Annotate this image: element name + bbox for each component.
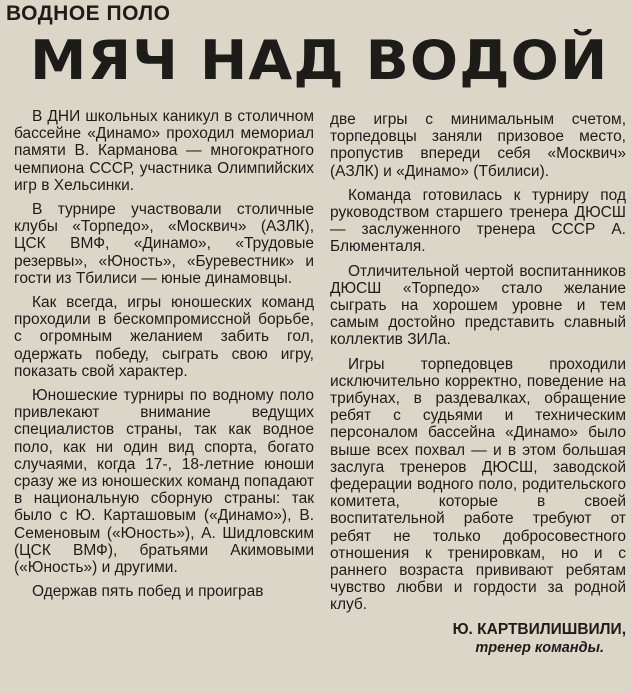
article-paragraph: Команда готовилась к турниру под руководством старшего тренера ДЮСШ — заслуженного тренера СССР А. Блюменталя. — [330, 186, 626, 256]
article-paragraph: В турнире участвовали столичные клубы «Торпедо», «Москвич» (АЗЛК), ЦСК ВМФ, «Динамо», «Трудовые резервы», «Юность», «Буревестник» и гости из Тбилиси — юные динамовцы. — [14, 201, 314, 287]
article-paragraph: Юношеские турниры по водному поло привлекают внимание ведущих специалистов страны, так как водное поло, как ни один вид спорта, богато случаями, когда 17-, 18-летние юноши сразу же из юношеских команд попадают в национальную сборную страны: так было с Ю. Карташовым («Динамо»), В. Семеновым («Юность»), А. Шидловским (ЦСК ВМФ), братьями Акимовыми («Юность») и другими. — [14, 387, 314, 577]
author-role: тренер команды. — [475, 639, 604, 656]
article-paragraph: Отличительной чертой воспитанников ДЮСШ «Торпедо» стало желание сыграть на хорошем уровне и тем самым достойно представить славный коллектив ЗИЛа. — [330, 262, 626, 349]
article-paragraph: Игры торпедовцев проходили исключительно корректно, поведение на трибунах, в раздевалках, обращение ребят с судьями и техническим персоналом бассейна «Динамо» было выше всех похвал — и в этом большая заслуга тренеров ДЮСШ, заводской федерации водного поло, родительского комитета, которые в своей воспитательной работе требуют от ребят не только добросовестного отношения к тренировкам, но и с раннего возраста прививают ребятам чувство любви и гордости за родной клуб. — [330, 355, 626, 614]
article-headline: МЯЧ НАД ВОДОЙ — [30, 29, 609, 92]
section-kicker: ВОДНОЕ ПОЛО — [6, 2, 171, 25]
article-paragraph: Как всегда, игры юношеских команд проходили в бескомпромиссной борьбе, с огромным желанием забить гол, одержать победу, сыграть свою игру, показать свой характер. — [14, 294, 314, 380]
article-paragraph: Одержав пять побед и проиграв — [32, 583, 264, 601]
article-paragraph: две игры с минимальным счетом, торпедовцы заняли призовое место, пропустив впереди себя «Москвич» (АЗЛК) и «Динамо» (Тбилиси). — [330, 111, 626, 180]
article-paragraph: В ДНИ школьных каникул в столичном бассейне «Динамо» проходил мемориал памяти В. Карманова — многократного чемпиона СССР, участника Олимпийских игр в Хельсинки. — [14, 108, 314, 194]
author-name: Ю. КАРТВИЛИШВИЛИ, — [452, 620, 626, 638]
article-column-left — [14, 108, 314, 607]
article-column-right — [330, 111, 626, 657]
